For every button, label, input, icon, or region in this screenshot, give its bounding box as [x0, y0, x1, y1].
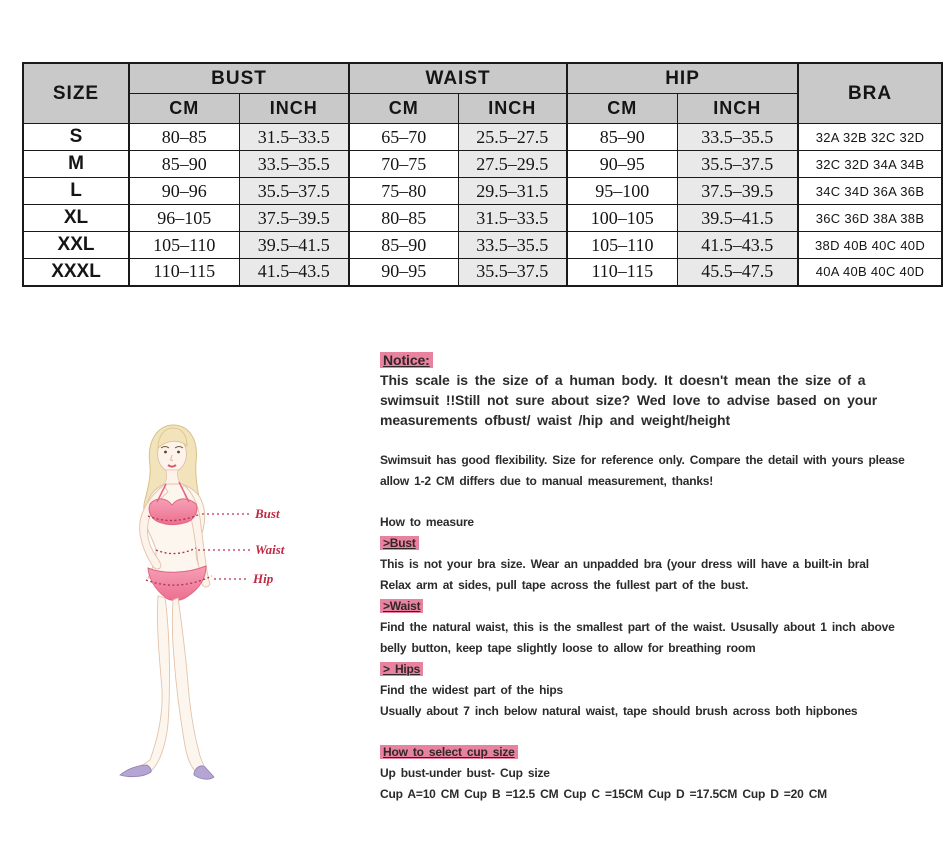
note-line: measurements ofbust/ waist /hip and weight/height — [380, 412, 731, 428]
waist-cm-cell: 80–85 — [349, 205, 458, 232]
size-cell: XXL — [23, 232, 129, 259]
subheader-waist-cm: CM — [349, 94, 458, 124]
hip-cm-cell: 85–90 — [567, 124, 677, 151]
note-line — [380, 533, 940, 554]
note-line: Usually about 7 inch below natural waist, tape should brush across both hipbones — [380, 704, 858, 718]
bust-inch-cell: 31.5–33.5 — [239, 124, 349, 151]
size-table-row — [23, 259, 942, 286]
highlighted-heading: How to select cup size — [380, 745, 518, 759]
highlighted-heading: >Waist — [380, 599, 423, 613]
note-line: swimsuit !!Still not sure about size? Wed love to advise based on your — [380, 392, 878, 408]
bust-cm-cell: 105–110 — [129, 232, 239, 259]
woman-sketch — [100, 418, 362, 813]
note-line: How to measure — [380, 515, 474, 529]
note-line: This is not your bra size. Wear an unpadded bra (your dress will have a built-in bral — [380, 557, 869, 571]
bust-inch-cell: 41.5–43.5 — [239, 259, 349, 286]
waist-cm-cell: 85–90 — [349, 232, 458, 259]
waist-cm-cell: 75–80 — [349, 178, 458, 205]
bust-cm-cell: 90–96 — [129, 178, 239, 205]
note-line: Cup A=10 CM Cup B =12.5 CM Cup C =15CM Cup D =17.5CM Cup D =20 CM — [380, 787, 827, 801]
size-table — [22, 62, 943, 287]
waist-inch-cell: 31.5–33.5 — [458, 205, 567, 232]
bra-cell: 36C 36D 38A 38B — [798, 205, 942, 232]
highlighted-heading: >Bust — [380, 536, 419, 550]
hip-inch-cell: 39.5–41.5 — [677, 205, 798, 232]
col-header-size: SIZE — [23, 63, 129, 124]
subheader-bust-cm: CM — [129, 94, 239, 124]
waist-cm-cell: 70–75 — [349, 151, 458, 178]
size-cell: XL — [23, 205, 129, 232]
note-line — [380, 350, 940, 370]
col-header-bra: BRA — [798, 63, 942, 124]
measurement-figure — [100, 418, 362, 813]
bust-cm-cell: 110–115 — [129, 259, 239, 286]
shoe-left — [120, 765, 151, 777]
col-header-hip: HIP — [567, 63, 798, 94]
size-cell: XXXL — [23, 259, 129, 286]
size-table-row — [23, 232, 942, 259]
waist-inch-cell: 35.5–37.5 — [458, 259, 567, 286]
highlighted-heading: Notice: — [380, 352, 433, 368]
hip-inch-cell: 37.5–39.5 — [677, 178, 798, 205]
hip-figure-label: Hip — [253, 571, 274, 586]
note-line: Find the widest part of the hips — [380, 683, 563, 697]
size-cell: M — [23, 151, 129, 178]
subheader-hip-cm: CM — [567, 94, 677, 124]
bust-inch-cell: 35.5–37.5 — [239, 178, 349, 205]
bust-inch-cell: 33.5–35.5 — [239, 151, 349, 178]
bust-inch-cell: 39.5–41.5 — [239, 232, 349, 259]
shoe-right — [194, 766, 214, 779]
leg-right — [172, 598, 206, 772]
col-header-bust: BUST — [129, 63, 349, 94]
hip-cm-cell: 100–105 — [567, 205, 677, 232]
hip-inch-cell: 41.5–43.5 — [677, 232, 798, 259]
size-cell: S — [23, 124, 129, 151]
waist-inch-cell: 29.5–31.5 — [458, 178, 567, 205]
bra-cell: 40A 40B 40C 40D — [798, 259, 942, 286]
note-line — [380, 742, 940, 763]
highlighted-heading: > Hips — [380, 662, 423, 676]
hip-cm-cell: 105–110 — [567, 232, 677, 259]
size-table-row — [23, 124, 942, 151]
subheader-hip-inch: INCH — [677, 94, 798, 124]
notes-panel — [380, 350, 940, 805]
waist-figure-label: Waist — [255, 542, 285, 557]
waist-cm-cell: 65–70 — [349, 124, 458, 151]
bust-figure-label: Bust — [255, 506, 280, 521]
note-line: allow 1-2 CM differs due to manual measurement, thanks! — [380, 474, 714, 488]
bra-cell: 38D 40B 40C 40D — [798, 232, 942, 259]
waist-cm-cell: 90–95 — [349, 259, 458, 286]
leg-left — [128, 596, 170, 774]
bra-cell: 32C 32D 34A 34B — [798, 151, 942, 178]
note-line: Relax arm at sides, pull tape across the fullest part of the bust. — [380, 578, 749, 592]
subheader-waist-inch: INCH — [458, 94, 567, 124]
hip-inch-cell: 33.5–35.5 — [677, 124, 798, 151]
note-line — [380, 596, 940, 617]
hip-cm-cell: 110–115 — [567, 259, 677, 286]
note-line: This scale is the size of a human body. It doesn't mean the size of a — [380, 372, 866, 388]
size-cell: L — [23, 178, 129, 205]
note-line — [380, 659, 940, 680]
note-line: Find the natural waist, this is the smallest part of the waist. Ususally about 1 inch above — [380, 620, 895, 634]
bust-cm-cell: 85–90 — [129, 151, 239, 178]
hip-cm-cell: 95–100 — [567, 178, 677, 205]
bust-cm-cell: 96–105 — [129, 205, 239, 232]
bra-cell: 32A 32B 32C 32D — [798, 124, 942, 151]
waist-inch-cell: 27.5–29.5 — [458, 151, 567, 178]
size-table-row — [23, 178, 942, 205]
size-table-row — [23, 151, 942, 178]
waist-inch-cell: 33.5–35.5 — [458, 232, 567, 259]
bust-inch-cell: 37.5–39.5 — [239, 205, 349, 232]
eye-left — [164, 451, 167, 454]
note-line: Swimsuit has good flexibility. Size for reference only. Compare the detail with yours please — [380, 453, 905, 467]
waist-inch-cell: 25.5–27.5 — [458, 124, 567, 151]
note-line: Up bust-under bust- Cup size — [380, 766, 550, 780]
bust-cm-cell: 80–85 — [129, 124, 239, 151]
size-table-row — [23, 205, 942, 232]
hip-inch-cell: 35.5–37.5 — [677, 151, 798, 178]
eye-right — [177, 451, 180, 454]
note-line: belly button, keep tape slightly loose to allow for breathing room — [380, 641, 756, 655]
col-header-waist: WAIST — [349, 63, 567, 94]
hip-cm-cell: 90–95 — [567, 151, 677, 178]
subheader-bust-inch: INCH — [239, 94, 349, 124]
bra-cell: 34C 34D 36A 36B — [798, 178, 942, 205]
hip-inch-cell: 45.5–47.5 — [677, 259, 798, 286]
